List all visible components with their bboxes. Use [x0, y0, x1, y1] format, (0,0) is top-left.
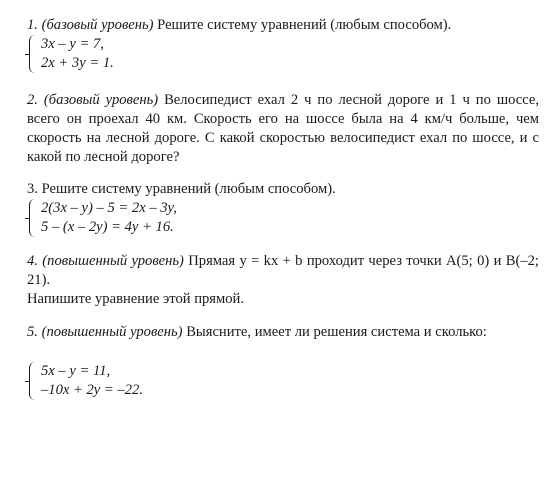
task-5-system: [27, 362, 201, 400]
task-1-text: Решите систему уравнений (любым способом).: [157, 17, 452, 33]
task-3: [27, 180, 539, 237]
task-5-text: Выясните, имеет ли решения система и сколько:: [186, 324, 487, 340]
task-5: [27, 323, 539, 400]
task-1-equation-1: 3x – y = 7,: [41, 36, 104, 52]
task-5-equation-1: 5x – y = 11,: [41, 363, 111, 379]
task-1-equation-2: 2x + 3y = 1.: [41, 55, 114, 71]
task-4-text-2: Напишите уравнение этой прямой.: [27, 291, 245, 307]
task-1: [27, 16, 539, 73]
task-1-number: 1.: [27, 17, 38, 33]
system-brace: [29, 35, 38, 73]
task-5-equation-2: –10x + 2y = –22.: [41, 382, 143, 398]
task-3-system: [27, 199, 241, 237]
task-5-number: 5.: [27, 324, 38, 340]
system-brace: [29, 362, 38, 400]
task-2: [27, 91, 539, 167]
system-brace: [29, 199, 38, 237]
task-2-number: 2.: [27, 92, 38, 108]
task-4-number: 4.: [27, 253, 38, 269]
task-4-level: (повышенный уровень): [42, 253, 184, 269]
task-1-heading: [27, 16, 539, 35]
task-3-equation-1: 2(3x – y) – 5 = 2x – 3y,: [41, 200, 177, 216]
task-3-equation-2: 5 – (x – 2y) = 4y + 16.: [41, 219, 174, 235]
task-2-text: Велосипедист ехал 2 ч по лесной дороге и 1 ч по шоссе, всего он проехал 40 км. Скорость его на шоссе была на 4 км/ч больше, чем скорость на лесной дороге. С какой скоростью велосипедист ехал по шоссе, и с какой по лесной дороге?: [27, 92, 539, 165]
task-5-heading: [27, 323, 539, 342]
task-3-heading: 3. Решите систему уравнений (любым способом).: [27, 181, 336, 197]
task-5-level: (повышенный уровень): [41, 324, 183, 340]
task-4-text: Прямая y = kx + b проходит через точки A(5; 0) и B(–2; 21).: [27, 253, 539, 288]
task-1-system: [27, 35, 181, 73]
task-2-level: (базовый уровень): [43, 92, 159, 108]
task-4: [27, 252, 539, 309]
task-1-level: (базовый уровень): [41, 17, 154, 33]
